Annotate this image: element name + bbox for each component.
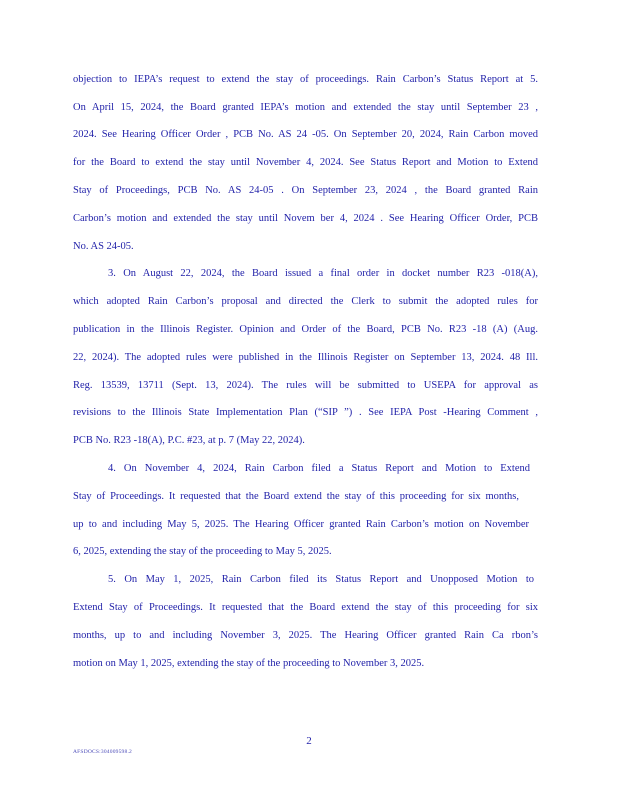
body-line: On April 15, 2024, the Board granted IEPA’s motion and extended the stay until September 23 , <box>73 102 538 113</box>
paragraph-3-first-line: 3. On August 22, 2024, the Board issued a final order in docket number R23 -018(A), <box>108 268 538 279</box>
body-line: 6, 2025, extending the stay of the proceeding to May 5, 2025. <box>73 546 332 557</box>
body-line: 22, 2024). The adopted rules were published in the Illinois Register on September 13, 2024. 48 Ill. <box>73 352 538 363</box>
body-line: PCB No. R23 -18(A), P.C. #23, at p. 7 (May 22, 2024). <box>73 435 305 446</box>
body-line: Reg. 13539, 13711 (Sept. 13, 2024). The rules will be submitted to USEPA for approval as <box>73 380 538 391</box>
body-line: objection to IEPA’s request to extend the stay of proceedings. Rain Carbon’s Status Report at 5. <box>73 74 538 85</box>
body-line: motion on May 1, 2025, extending the stay of the proceeding to November 3, 2025. <box>73 658 425 669</box>
body-line: No. AS 24-05. <box>73 241 134 252</box>
body-line: publication in the Illinois Register. Opinion and Order of the Board, PCB No. R23 -18 (A) (Aug. <box>73 324 538 335</box>
body-line: Stay of Proceedings. It requested that the Board extend the stay of this proceeding for six months, <box>73 491 519 502</box>
body-line: Carbon’s motion and extended the stay until Novem ber 4, 2024 . See Hearing Officer Order, PCB <box>73 213 538 224</box>
paragraph-5-first-line: 5. On May 1, 2025, Rain Carbon filed its Status Report and Unopposed Motion to <box>108 574 534 585</box>
body-line: months, up to and including November 3, 2025. The Hearing Officer granted Rain Ca rbon’s <box>73 630 538 641</box>
body-line: up to and including May 5, 2025. The Hearing Officer granted Rain Carbon’s motion on November <box>73 519 529 530</box>
body-line: which adopted Rain Carbon’s proposal and directed the Clerk to submit the adopted rules for <box>73 296 538 307</box>
paragraph-4-first-line: 4. On November 4, 2024, Rain Carbon filed a Status Report and Motion to Extend <box>108 463 530 474</box>
body-line: Stay of Proceedings, PCB No. AS 24-05 . On September 23, 2024 , the Board granted Rain <box>73 185 538 196</box>
body-line: Extend Stay of Proceedings. It requested that the Board extend the stay of this proceeding for six <box>73 602 538 613</box>
page-number: 2 <box>306 735 312 747</box>
body-line: 2024. See Hearing Officer Order , PCB No. AS 24 -05. On September 20, 2024, Rain Carbon moved <box>73 129 538 140</box>
body-line: revisions to the Illinois State Implementation Plan (“SIP ”) . See IEPA Post -Hearing Comment , <box>73 407 538 418</box>
body-line: for the Board to extend the stay until November 4, 2024. See Status Report and Motion to Extend <box>73 157 538 168</box>
document-id-footer: AFSDOCS:304009598.2 <box>73 749 132 755</box>
